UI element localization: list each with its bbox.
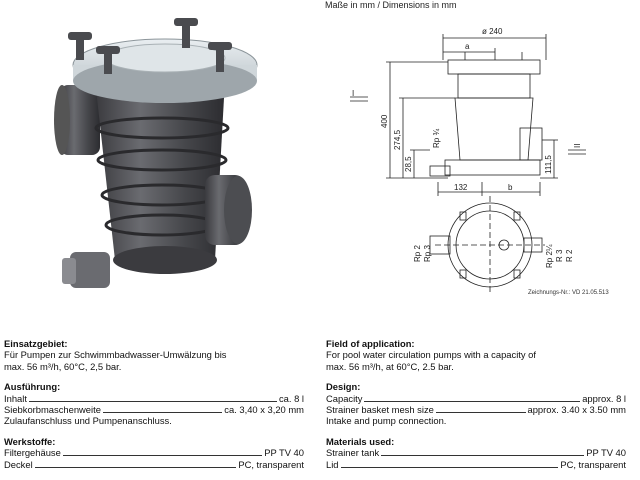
- de-design-text: Zulaufanschluss und Pumpenanschluss.: [4, 415, 172, 427]
- strainer-product-image: [40, 10, 290, 310]
- en-spec-row: [326, 404, 626, 415]
- en-spec-value: approx. 3.40 x 3.50 mm: [527, 404, 626, 416]
- de-material-label: Deckel: [4, 458, 33, 470]
- de-spec-value: ca. 8 l: [278, 392, 304, 404]
- en-design-text: Intake and pump connection.: [326, 415, 447, 427]
- de-spec-row: [4, 404, 304, 415]
- de-spec-value: ca. 3,40 x 3,20 mm: [224, 404, 304, 416]
- de-materials-heading: Werkstoffe:: [4, 435, 56, 447]
- en-spec-label: Capacity: [326, 392, 363, 404]
- en-material-label: Lid: [326, 458, 339, 470]
- dim-132-label: 132: [454, 183, 468, 192]
- outlet-label: II: [573, 143, 582, 148]
- rp3-label: Rp 3: [423, 245, 432, 262]
- dimensions-title: Maße in mm / Dimensions in mm: [325, 0, 457, 10]
- en-spec-label: Strainer basket mesh size: [326, 404, 434, 416]
- de-application-text-2: max. 56 m³/h, 60°C, 2,5 bar.: [4, 360, 122, 372]
- de-material-row: [4, 447, 304, 458]
- dim-274-label: 274,5: [393, 129, 402, 150]
- de-material-label: Filtergehäuse: [4, 447, 61, 459]
- german-spec-column: [4, 338, 304, 470]
- drawing-number: Zeichnungs-Nr.: VD 21.05.513: [528, 290, 609, 296]
- dim-diameter-label: ø 240: [482, 27, 503, 36]
- de-application-heading: Einsatzgebiet:: [4, 338, 68, 349]
- en-material-label: Strainer tank: [326, 447, 380, 459]
- en-spec-value: approx. 8 l: [582, 392, 626, 404]
- rp2q-label: Rp 2¼: [545, 244, 554, 268]
- de-spec-label: Inhalt: [4, 392, 27, 404]
- en-application-text-2: max. 56 m³/h, at 60°C, 2.5 bar.: [326, 360, 454, 372]
- en-material-value: PC, transparent: [560, 458, 626, 470]
- en-spec-row: [326, 393, 626, 404]
- dim-111-label: 111,5: [544, 155, 553, 174]
- rp2-label: Rp 2: [413, 245, 422, 262]
- de-material-value: PP TV 40: [264, 447, 304, 459]
- r2-label: R 2: [565, 249, 574, 262]
- inlet-label: I: [352, 89, 355, 98]
- technical-drawing: [330, 0, 640, 310]
- dim-28-label: 28,5: [404, 156, 413, 172]
- r3-label: R 3: [555, 249, 564, 262]
- en-application-text-1: For pool water circulation pumps with a capacity of: [326, 349, 536, 361]
- en-materials-heading: Materials used:: [326, 435, 395, 447]
- en-material-row: [326, 459, 626, 470]
- de-material-row: [4, 459, 304, 470]
- de-material-value: PC, transparent: [238, 458, 304, 470]
- de-spec-row: [4, 393, 304, 404]
- en-application-heading: Field of application:: [326, 338, 415, 349]
- en-design-heading: Design:: [326, 381, 361, 393]
- dim-a-label: a: [465, 42, 470, 51]
- de-design-heading: Ausführung:: [4, 381, 61, 393]
- de-application-text-1: Für Pumpen zur Schwimmbadwasser-Umwälzung bis: [4, 349, 227, 361]
- dim-400-label: 400: [380, 114, 389, 128]
- english-spec-column: [326, 338, 626, 470]
- de-spec-label: Siebkorbmaschenweite: [4, 404, 101, 416]
- en-material-value: PP TV 40: [586, 447, 626, 459]
- dim-rp34-label: Rp ¾: [432, 128, 441, 148]
- en-material-row: [326, 447, 626, 458]
- dim-b-label: b: [508, 183, 513, 192]
